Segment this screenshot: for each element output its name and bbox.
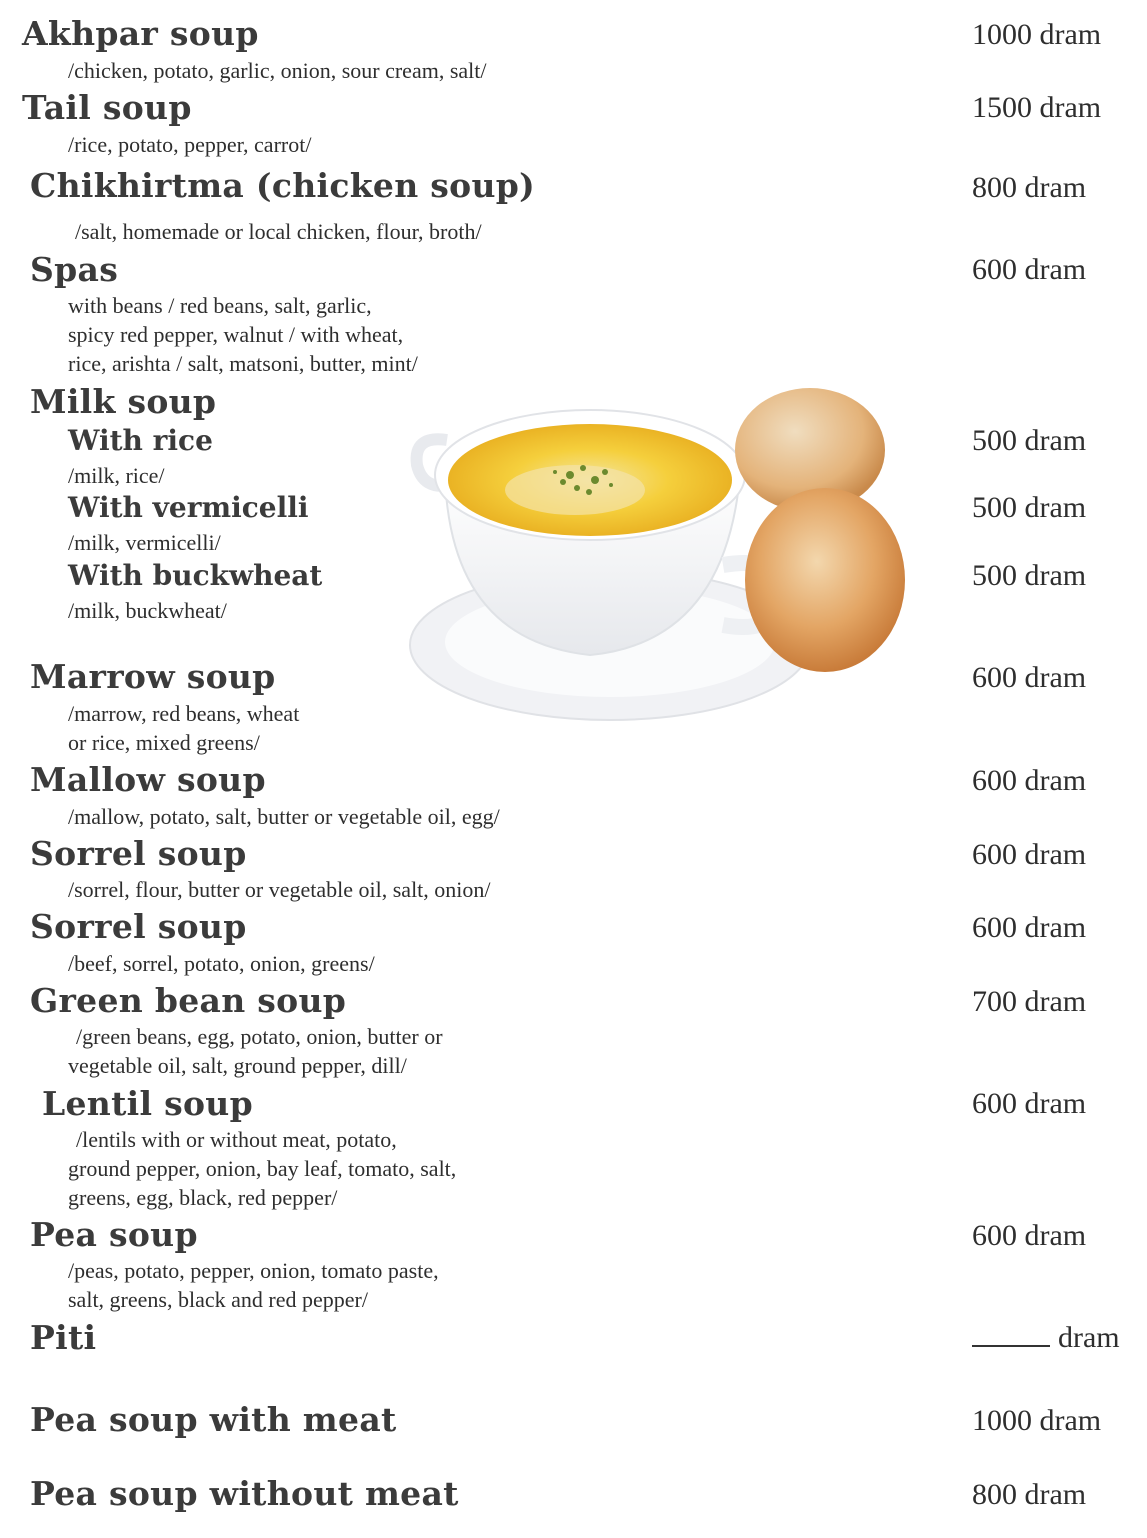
price-unit: dram xyxy=(1058,1321,1120,1354)
variant-name: With vermicelli xyxy=(68,491,309,524)
item-name: Pea soup xyxy=(30,1215,198,1254)
item-price xyxy=(972,1321,1120,1355)
item-name: Lentil soup xyxy=(42,1084,253,1123)
variant-name: With rice xyxy=(68,424,213,457)
price-blank xyxy=(972,1325,1050,1347)
item-name: Marrow soup xyxy=(30,657,276,696)
item-ingredients-line: or rice, mixed greens/ xyxy=(68,730,260,755)
item-price: 800 dram xyxy=(972,171,1087,204)
item-ingredients: /beef, sorrel, potato, onion, greens/ xyxy=(68,951,375,976)
variant-ingredients: /milk, rice/ xyxy=(68,463,165,488)
item-name: Akhpar soup xyxy=(22,14,259,53)
item-name: Piti xyxy=(30,1318,97,1357)
item-price: 1000 dram xyxy=(972,18,1102,51)
item-price: 600 dram xyxy=(972,838,1087,871)
variant-price: 500 dram xyxy=(972,424,1087,457)
variant-ingredients: /milk, buckwheat/ xyxy=(68,598,227,623)
item-ingredients: /sorrel, flour, butter or vegetable oil, salt, onion/ xyxy=(68,877,491,902)
item-price: 600 dram xyxy=(972,911,1087,944)
item-price: 600 dram xyxy=(972,764,1087,797)
item-ingredients: /salt, homemade or local chicken, flour, broth/ xyxy=(75,219,482,244)
item-name: Tail soup xyxy=(22,88,192,127)
item-ingredients: /mallow, potato, salt, butter or vegetable oil, egg/ xyxy=(68,804,500,829)
item-price: 1000 dram xyxy=(972,1404,1102,1437)
item-price: 600 dram xyxy=(972,1087,1087,1120)
item-name: Milk soup xyxy=(30,382,217,421)
item-price: 1500 dram xyxy=(972,91,1102,124)
item-ingredients-line: ground pepper, onion, bay leaf, tomato, salt, xyxy=(68,1156,457,1181)
item-name: Sorrel soup xyxy=(30,834,247,873)
item-price: 700 dram xyxy=(972,985,1087,1018)
item-ingredients-line: spicy red pepper, walnut / with wheat, xyxy=(68,322,404,347)
item-ingredients-line: rice, arishta / salt, matsoni, butter, mint/ xyxy=(68,351,418,376)
item-ingredients: /rice, potato, pepper, carrot/ xyxy=(68,132,312,157)
item-ingredients-line: salt, greens, black and red pepper/ xyxy=(68,1287,368,1312)
item-price: 800 dram xyxy=(972,1478,1087,1511)
item-name: Chikhirtma (chicken soup) xyxy=(30,166,536,205)
item-price: 600 dram xyxy=(972,253,1087,286)
item-ingredients-line: /lentils with or without meat, potato, xyxy=(76,1127,397,1152)
item-name: Mallow soup xyxy=(30,760,266,799)
item-name: Green bean soup xyxy=(30,981,347,1020)
item-name: Sorrel soup xyxy=(30,907,247,946)
item-ingredients-line: /peas, potato, pepper, onion, tomato paste, xyxy=(68,1258,439,1283)
item-ingredients-line: vegetable oil, salt, ground pepper, dill/ xyxy=(68,1053,407,1078)
variant-name: With buckwheat xyxy=(68,559,323,592)
item-name: Spas xyxy=(30,250,119,289)
item-ingredients-line: with beans / red beans, salt, garlic, xyxy=(68,293,372,318)
item-name: Pea soup with meat xyxy=(30,1400,397,1439)
item-price: 600 dram xyxy=(972,1219,1087,1252)
item-ingredients-line: greens, egg, black, red pepper/ xyxy=(68,1185,338,1210)
variant-price: 500 dram xyxy=(972,491,1087,524)
item-price: 600 dram xyxy=(972,661,1087,694)
item-ingredients-line: /green beans, egg, potato, onion, butter or xyxy=(76,1024,443,1049)
variant-ingredients: /milk, vermicelli/ xyxy=(68,530,221,555)
soup-bowl-photo xyxy=(405,380,925,730)
variant-price: 500 dram xyxy=(972,559,1087,592)
item-ingredients-line: /marrow, red beans, wheat xyxy=(68,701,300,726)
item-name: Pea soup without meat xyxy=(30,1474,459,1513)
item-ingredients: /chicken, potato, garlic, onion, sour cream, salt/ xyxy=(68,58,487,83)
